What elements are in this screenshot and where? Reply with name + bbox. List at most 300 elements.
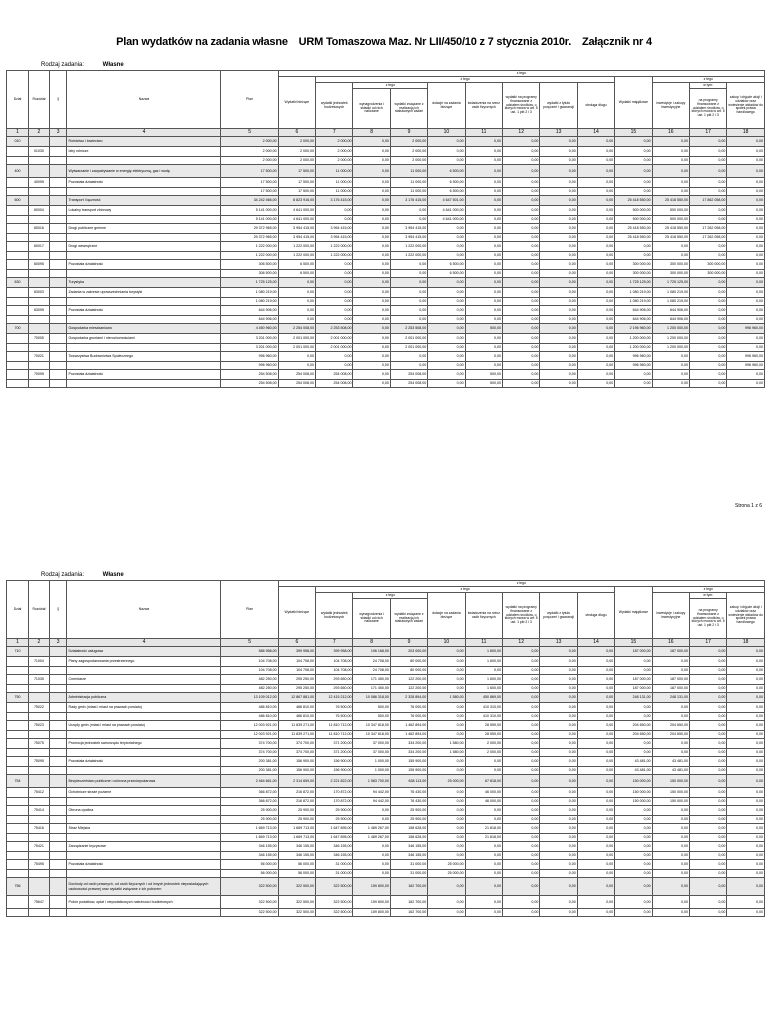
chapter-code — [29, 767, 50, 775]
amount-cell: 0,00 — [727, 767, 765, 775]
amount-cell: 2 000,00 — [390, 157, 427, 165]
amount-cell: 0,00 — [577, 370, 614, 380]
amount-cell: 0,00 — [615, 713, 652, 721]
amount-cell: 0,00 — [353, 196, 390, 206]
amount-cell: 0,00 — [577, 675, 614, 685]
amount-cell: 254 008,00 — [278, 380, 315, 388]
amount-cell: 0,00 — [577, 196, 614, 206]
amount-cell: 0,00 — [503, 352, 540, 362]
item-name: Pozostała działalność — [67, 370, 221, 380]
amount-cell: 644 906,00 — [221, 316, 278, 324]
header-dotacje: dotacje na zadania bieżące — [428, 83, 465, 129]
amount-cell: 0,00 — [353, 860, 390, 870]
amount-cell: 996 960,00 — [727, 324, 765, 334]
amount-cell: 0,00 — [540, 298, 577, 306]
amount-cell: 0,00 — [316, 288, 353, 298]
item-name: Promocja jednostek samorządu terytorialnego — [67, 739, 221, 749]
amount-cell: 155 900,00 — [390, 757, 427, 767]
amount-cell: 996 960,00 — [727, 362, 765, 370]
division-code — [7, 362, 29, 370]
amount-cell: 254 008,00 — [278, 370, 315, 380]
paragraph-code — [49, 775, 67, 788]
paragraph-code — [49, 147, 67, 157]
amount-cell: 1 080 219,00 — [615, 298, 652, 306]
amount-cell: 0,00 — [652, 852, 689, 860]
division-code — [7, 157, 29, 165]
amount-cell: 0,00 — [278, 288, 315, 298]
amount-cell: 11 000,00 — [316, 178, 353, 188]
expenditure-table-page-1 — [6, 70, 765, 388]
amount-cell: 76 000,00 — [390, 703, 427, 713]
amount-cell: 12 003 921,00 — [221, 721, 278, 731]
amount-cell: 0,00 — [465, 196, 502, 206]
amount-cell: 104 708,00 — [221, 657, 278, 667]
item-name: Izby rolnicze — [67, 147, 221, 157]
amount-cell: 0,00 — [727, 703, 765, 713]
amount-cell: 0,00 — [727, 860, 765, 870]
amount-cell: 0,00 — [428, 370, 465, 380]
amount-cell: 0,00 — [652, 147, 689, 157]
amount-cell: 0,00 — [727, 675, 765, 685]
amount-cell: 293 650,00 — [316, 675, 353, 685]
division-code: 754 — [7, 775, 29, 788]
amount-cell: 0,00 — [689, 147, 726, 157]
amount-cell: 1 669 713,00 — [221, 824, 278, 834]
amount-cell: 0,00 — [503, 137, 540, 147]
column-number: 1 — [7, 639, 29, 647]
amount-cell: 2 253 508,00 — [390, 324, 427, 334]
table-row — [7, 380, 765, 388]
header-ztego: z tego — [316, 77, 615, 83]
amount-cell: 0,00 — [577, 157, 614, 165]
amount-cell: 0,00 — [428, 713, 465, 721]
amount-cell: 0,00 — [428, 362, 465, 370]
amount-cell: 1 200 000,00 — [615, 344, 652, 352]
paragraph-code — [49, 739, 67, 749]
amount-cell: 0,00 — [465, 352, 502, 362]
amount-cell: 17 500,00 — [278, 178, 315, 188]
amount-cell: 0,00 — [540, 370, 577, 380]
amount-cell: 0,00 — [428, 675, 465, 685]
paragraph-code — [49, 749, 67, 757]
item-name — [67, 234, 221, 242]
amount-cell: 410 310,00 — [465, 703, 502, 713]
amount-cell: 0,00 — [652, 713, 689, 721]
amount-cell: 25 900,00 — [316, 816, 353, 824]
amount-cell: 0,00 — [540, 739, 577, 749]
amount-cell: 0,00 — [689, 306, 726, 316]
division-code — [7, 252, 29, 260]
amount-cell: 31 000,00 — [316, 860, 353, 870]
amount-cell: 0,00 — [577, 252, 614, 260]
amount-cell: 0,00 — [503, 842, 540, 852]
header-inwestycje: inwestycje i zakupy inwestycyjne — [652, 593, 689, 639]
table-row — [7, 288, 765, 298]
amount-cell: 162 700,00 — [390, 878, 427, 896]
header-plan: Plan — [221, 581, 278, 639]
amount-cell: 0,00 — [727, 896, 765, 909]
amount-cell: 0,00 — [652, 157, 689, 165]
amount-cell: 156 900,00 — [316, 757, 353, 767]
amount-cell: 1 200 000,00 — [652, 344, 689, 352]
amount-cell: 1 462 894,00 — [390, 721, 427, 731]
header-ztego: z tego — [353, 593, 428, 599]
amount-cell: 0,00 — [577, 775, 614, 788]
column-number: 14 — [577, 129, 614, 137]
amount-cell: 0,00 — [727, 260, 765, 270]
amount-cell: 0,00 — [689, 767, 726, 775]
amount-cell: 0,00 — [689, 788, 726, 798]
amount-cell: 0,00 — [727, 775, 765, 788]
table-row — [7, 647, 765, 657]
amount-cell: 3 954 415,00 — [278, 234, 315, 242]
item-name — [67, 731, 221, 739]
amount-cell: 0,00 — [503, 731, 540, 739]
amount-cell: 12 415 212,00 — [316, 693, 353, 703]
amount-cell: 1 580,00 — [428, 693, 465, 703]
amount-cell: 0,00 — [465, 137, 502, 147]
amount-cell: 0,00 — [689, 721, 726, 731]
amount-cell: 10 347 818,00 — [353, 731, 390, 739]
amount-cell: 11 810 712,00 — [316, 731, 353, 739]
item-name: Towarzystwa Budownictwa Społecznego — [67, 352, 221, 362]
amount-cell: 2 001 000,00 — [316, 344, 353, 352]
amount-cell: 0,00 — [615, 252, 652, 260]
amount-cell: 8 823 916,00 — [278, 196, 315, 206]
amount-cell: 399 958,00 — [278, 647, 315, 657]
table-row — [7, 165, 765, 178]
amount-cell: 293 650,00 — [316, 685, 353, 693]
table-row — [7, 216, 765, 224]
header-wyd_programy: wydatki na programy finansowane z udziałem środków, o których mowa w art. 5 ust. 1 pkt 2 i 3 — [503, 593, 540, 639]
division-code — [7, 816, 29, 824]
amount-cell: 1 600,00 — [465, 675, 502, 685]
amount-cell: 0,00 — [577, 242, 614, 252]
amount-cell: 0,00 — [577, 224, 614, 234]
division-code — [7, 316, 29, 324]
amount-cell: 0,00 — [615, 806, 652, 816]
amount-cell: 0,00 — [428, 667, 465, 675]
amount-cell: 0,00 — [540, 234, 577, 242]
amount-cell: 0,00 — [689, 896, 726, 909]
amount-cell: 322 500,00 — [278, 909, 315, 917]
amount-cell: 0,00 — [428, 834, 465, 842]
amount-cell: 322 500,00 — [316, 896, 353, 909]
paragraph-code — [49, 178, 67, 188]
amount-cell: 0,00 — [727, 188, 765, 196]
column-number: 4 — [67, 639, 221, 647]
amount-cell: 1 669 713,00 — [278, 834, 315, 842]
amount-cell: 0,00 — [353, 178, 390, 188]
item-name — [67, 216, 221, 224]
amount-cell: 1 647 895,00 — [316, 834, 353, 842]
amount-cell: 1 600,00 — [465, 685, 502, 693]
amount-cell: 0,00 — [577, 362, 614, 370]
item-name — [67, 157, 221, 165]
paragraph-code — [49, 852, 67, 860]
amount-cell: 203 000,00 — [390, 647, 427, 657]
amount-cell: 1 200 000,00 — [652, 324, 689, 334]
table-row — [7, 196, 765, 206]
amount-cell: 0,00 — [689, 667, 726, 675]
division-code — [7, 224, 29, 234]
amount-cell: 0,00 — [503, 157, 540, 165]
amount-cell: 0,00 — [503, 775, 540, 788]
amount-cell: 0,00 — [727, 852, 765, 860]
amount-cell: 0,00 — [689, 878, 726, 896]
amount-cell: 25 418 550,00 — [652, 196, 689, 206]
amount-cell: 2 000,00 — [390, 147, 427, 157]
item-name — [67, 816, 221, 824]
chapter-code — [29, 165, 50, 178]
amount-cell: 0,00 — [353, 165, 390, 178]
amount-cell: 0,00 — [428, 703, 465, 713]
item-name: Drogi wewnętrzne — [67, 242, 221, 252]
amount-cell: 43 481,00 — [652, 757, 689, 767]
amount-cell: 2 001 000,00 — [278, 334, 315, 344]
header-dzial: Dział — [7, 71, 29, 129]
amount-cell: 0,00 — [615, 749, 652, 757]
amount-cell: 0,00 — [727, 252, 765, 260]
amount-cell: 0,00 — [316, 206, 353, 216]
chapter-code — [29, 749, 50, 757]
amount-cell: 0,00 — [540, 188, 577, 196]
amount-cell: 0,00 — [428, 157, 465, 165]
amount-cell: 0,00 — [316, 352, 353, 362]
amount-cell: 0,00 — [577, 234, 614, 242]
amount-cell: 43 481,00 — [652, 767, 689, 775]
table-row — [7, 137, 765, 147]
header-swiadczenia: świadczenia na rzecz osób fizycznych — [465, 83, 502, 129]
amount-cell: 334 200,00 — [390, 739, 427, 749]
amount-cell: 0,00 — [353, 278, 390, 288]
amount-cell: 0,00 — [428, 352, 465, 362]
amount-cell: 0,00 — [465, 344, 502, 352]
amount-cell: 0,00 — [503, 234, 540, 242]
amount-cell: 0,00 — [540, 703, 577, 713]
amount-cell: 122 200,00 — [390, 685, 427, 693]
amount-cell: 0,00 — [577, 870, 614, 878]
amount-cell: 0,00 — [540, 693, 577, 703]
amount-cell: 0,00 — [689, 685, 726, 693]
amount-cell: 0,00 — [577, 260, 614, 270]
amount-cell: 204 650,00 — [652, 721, 689, 731]
amount-cell: 2 221 822,00 — [316, 775, 353, 788]
amount-cell: 3 954 415,00 — [390, 224, 427, 234]
amount-cell: 162 700,00 — [390, 896, 427, 909]
amount-cell: 187 000,00 — [615, 685, 652, 693]
paragraph-code — [49, 870, 67, 878]
column-number: 15 — [615, 639, 652, 647]
amount-cell: 1 222 000,00 — [278, 252, 315, 260]
table-row — [7, 749, 765, 757]
amount-cell: 0,00 — [577, 721, 614, 731]
amount-cell: 0,00 — [540, 270, 577, 278]
page-number: Strona 1 z 6 — [735, 503, 762, 509]
division-code: 630 — [7, 278, 29, 288]
amount-cell: 0,00 — [428, 657, 465, 667]
table-row — [7, 252, 765, 260]
amount-cell: 0,00 — [503, 224, 540, 234]
amount-cell: 0,00 — [503, 316, 540, 324]
amount-cell: 0,00 — [540, 834, 577, 842]
amount-cell: 104 708,00 — [316, 667, 353, 675]
amount-cell: 486 810,00 — [278, 713, 315, 721]
item-name: Transport i łączność — [67, 196, 221, 206]
table-row — [7, 298, 765, 306]
amount-cell: 0,00 — [727, 242, 765, 252]
title-resolution: URM Tomaszowa Maz. Nr LII/450/10 z 7 stycznia 2010r. — [298, 36, 572, 48]
amount-cell: 0,00 — [727, 234, 765, 242]
amount-cell: 0,00 — [540, 316, 577, 324]
amount-cell: 346 155,00 — [316, 842, 353, 852]
amount-cell: 0,00 — [689, 798, 726, 806]
amount-cell: 1 222 000,00 — [316, 252, 353, 260]
column-number: 12 — [503, 129, 540, 137]
division-code — [7, 739, 29, 749]
amount-cell: 2 000,00 — [316, 157, 353, 165]
table-row — [7, 909, 765, 917]
amount-cell: 0,00 — [428, 242, 465, 252]
amount-cell: 0,00 — [316, 216, 353, 224]
amount-cell: 0,00 — [727, 334, 765, 344]
amount-cell: 0,00 — [428, 798, 465, 806]
amount-cell: 1 489 267,00 — [353, 824, 390, 834]
chapter-code — [29, 798, 50, 806]
amount-cell: 0,00 — [615, 657, 652, 667]
paragraph-code — [49, 713, 67, 721]
amount-cell: 0,00 — [316, 362, 353, 370]
amount-cell: 0,00 — [727, 713, 765, 721]
amount-cell: 1 669 713,00 — [278, 824, 315, 834]
amount-cell: 0,00 — [428, 137, 465, 147]
table-row — [7, 234, 765, 242]
amount-cell: 2 000,00 — [390, 137, 427, 147]
chapter-code: 60017 — [29, 242, 50, 252]
amount-cell: 0,00 — [540, 675, 577, 685]
amount-cell: 2 328 894,00 — [390, 693, 427, 703]
amount-cell: 17 500,00 — [221, 188, 278, 196]
table-row — [7, 370, 765, 380]
item-name — [67, 909, 221, 917]
amount-cell: 6 500,00 — [428, 188, 465, 196]
table-row — [7, 816, 765, 824]
amount-cell: 374 700,00 — [221, 749, 278, 757]
header-wyd_poreczen: wydatki z tytułu poręczeń i gwarancji — [540, 593, 577, 639]
chapter-code: 70021 — [29, 352, 50, 362]
item-name — [67, 749, 221, 757]
amount-cell: 0,00 — [540, 306, 577, 316]
amount-cell: 0,00 — [278, 278, 315, 288]
amount-cell: 0,00 — [727, 739, 765, 749]
amount-cell: 0,00 — [465, 270, 502, 278]
amount-cell: 2 001 000,00 — [390, 334, 427, 344]
amount-cell: 300 000,00 — [689, 270, 726, 278]
amount-cell: 25 418 550,00 — [615, 234, 652, 242]
table-row — [7, 896, 765, 909]
amount-cell: 482 250,00 — [221, 675, 278, 685]
amount-cell: 162 700,00 — [390, 909, 427, 917]
division-code — [7, 757, 29, 767]
item-name — [67, 713, 221, 721]
division-code — [7, 703, 29, 713]
column-number: 9 — [390, 639, 427, 647]
amount-cell: 0,00 — [652, 816, 689, 824]
amount-cell: 0,00 — [503, 721, 540, 731]
amount-cell: 0,00 — [465, 224, 502, 234]
amount-cell: 0,00 — [652, 137, 689, 147]
task-type-line-2 — [41, 572, 124, 578]
chapter-code — [29, 878, 50, 896]
amount-cell: 1 000,00 — [353, 767, 390, 775]
item-name: Straż Miejska — [67, 824, 221, 834]
amount-cell: 0,00 — [503, 380, 540, 388]
amount-cell: 0,00 — [615, 739, 652, 749]
amount-cell: 159 800,00 — [353, 909, 390, 917]
amount-cell: 0,00 — [390, 278, 427, 288]
amount-cell: 0,00 — [428, 647, 465, 657]
header-wyd_programy: wydatki na programy finansowane z udziałem środków, o których mowa w art. 5 ust. 1 pkt 2 i 3 — [503, 83, 540, 129]
table-row — [7, 667, 765, 675]
chapter-code — [29, 252, 50, 260]
item-name: Urzędy gmin (miast i miast na prawach powiatu) — [67, 721, 221, 731]
amount-cell: 0,00 — [540, 242, 577, 252]
item-name: Plany zagospodarowania przestrzennego — [67, 657, 221, 667]
table-row — [7, 224, 765, 234]
chapter-code: 75075 — [29, 739, 50, 749]
amount-cell: 1 725 125,00 — [615, 278, 652, 288]
amount-cell: 204 650,00 — [615, 731, 652, 739]
item-name — [67, 767, 221, 775]
header-zakup_akcji: zakup i objęcie akcji i udziałów oraz wniesienie wkładów do spółek prawa handlowego — [727, 83, 765, 129]
amount-cell: 0,00 — [353, 234, 390, 242]
amount-cell: 0,00 — [540, 380, 577, 388]
amount-cell: 158 628,00 — [390, 824, 427, 834]
amount-cell: 4 641 000,00 — [278, 206, 315, 216]
paragraph-code — [49, 352, 67, 362]
amount-cell: 0,00 — [353, 216, 390, 224]
header-wyd_biezace: Wydatki bieżące — [278, 77, 315, 129]
amount-cell: 0,00 — [390, 270, 427, 278]
amount-cell: 500,00 — [465, 324, 502, 334]
header-wyd_poreczen: wydatki z tytułu poręczeń i gwarancji — [540, 83, 577, 129]
amount-cell: 0,00 — [503, 878, 540, 896]
chapter-code — [29, 234, 50, 242]
amount-cell: 11 839 271,00 — [278, 731, 315, 739]
amount-cell: 0,00 — [540, 260, 577, 270]
table-row — [7, 824, 765, 834]
amount-cell: 0,00 — [577, 165, 614, 178]
amount-cell: 0,00 — [503, 647, 540, 657]
item-name — [67, 188, 221, 196]
chapter-code — [29, 157, 50, 165]
amount-cell: 0,00 — [615, 824, 652, 834]
amount-cell: 10 347 818,00 — [353, 721, 390, 731]
amount-cell: 399 958,00 — [316, 647, 353, 657]
amount-cell: 0,00 — [689, 370, 726, 380]
item-name: Zarządzanie kryzysowe — [67, 842, 221, 852]
amount-cell: 150 000,00 — [652, 788, 689, 798]
amount-cell: 0,00 — [540, 334, 577, 344]
column-number: 10 — [428, 129, 465, 137]
header-w_tym: w tym: — [689, 593, 726, 599]
amount-cell: 2 000,00 — [221, 147, 278, 157]
amount-cell: 0,00 — [465, 870, 502, 878]
amount-cell: 254 508,00 — [221, 370, 278, 380]
amount-cell: 0,00 — [503, 334, 540, 344]
amount-cell: 0,00 — [727, 842, 765, 852]
amount-cell: 0,00 — [428, 224, 465, 234]
